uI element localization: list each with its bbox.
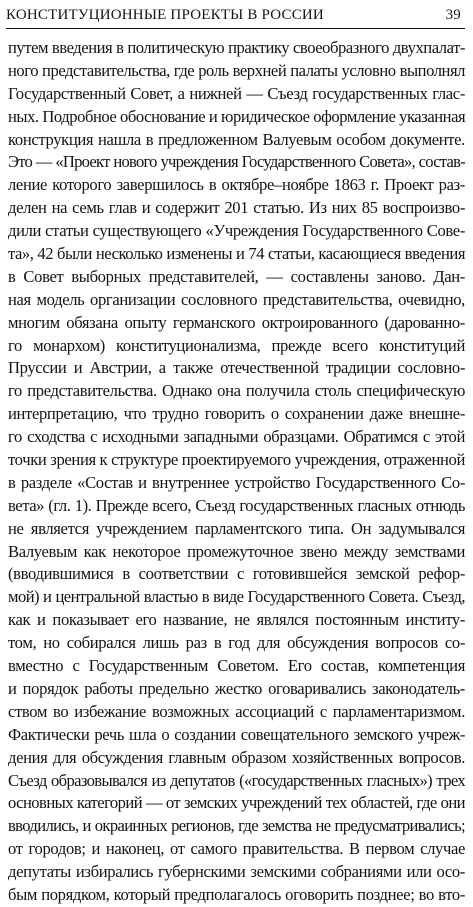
text-line: го сходства с исходными западными образцами. Обратимся с этой xyxy=(8,427,465,447)
text-line: от городов; и наконец, от самого правительства. В первом случае xyxy=(8,839,465,859)
text-line: Это — «Проект нового учреждения Государственного Совета», состав- xyxy=(8,152,465,172)
text-line: ная модель организации сословного представительства, очевидно, xyxy=(8,289,465,309)
text-line: ного представительства, где роль верхней палаты условно выполнял xyxy=(8,60,465,80)
text-line: Фактически речь шла о создании совещательного земского учреж- xyxy=(8,724,465,744)
text-line: депутаты избирались губернскими земскими собраниями или осо- xyxy=(8,862,465,882)
text-line: том, но собирался лишь раз в год для обсуждения вопросов со- xyxy=(8,633,465,653)
text-line: вводились, и окраинных регионов, где земства не предусматривались; xyxy=(8,816,465,836)
text-line: не является учреждением парламентского типа. Он задумывался xyxy=(8,518,465,538)
text-line: Съезд образовывался из депутатов («государственных гласных») трех xyxy=(8,770,465,790)
text-line: конструкция нашла в предложенном Валуевым особом документе. xyxy=(8,129,465,149)
text-line: та», 42 были несколько изменены и 74 статьи, касающиеся введения xyxy=(8,244,465,264)
text-line: путем введения в политическую практику своеобразного двухпалат- xyxy=(8,38,465,57)
text-line: мой) и центральной властью в виде Государственного Совета. Съезд, xyxy=(8,587,465,607)
text-line: вета» (гл. 1). Прежде всего, Съезд государственных гласных отнюдь xyxy=(8,495,465,515)
text-line: дили статьи существующего «Учреждения Государственного Сове- xyxy=(8,221,465,241)
text-line: делен на семь глав и содержит 201 статью. Из них 85 воспроизво- xyxy=(8,198,465,218)
text-line: Пруссии и Австрии, а также отечественной традиции сословно- xyxy=(8,358,465,378)
page-number: 39 xyxy=(445,7,461,23)
text-line: ством во избежание возможных ассоциаций с парламентаризмом. xyxy=(8,701,465,721)
running-head xyxy=(6,4,465,30)
text-line: дения для обсуждения главным образом хозяйственных вопросов. xyxy=(8,747,465,767)
running-title: КОНСТИТУЦИОННЫЕ ПРОЕКТЫ В РОССИИ xyxy=(6,7,324,23)
text-line: вместно с Государственным Советом. Его состав, компетенция xyxy=(8,656,465,676)
body-text xyxy=(8,37,465,907)
text-line: ных. Подробное обоснование и юридическое оформление указанная xyxy=(8,106,466,126)
text-line: как и показывает его название, не являлся постоянным институ- xyxy=(8,610,465,630)
text-line: Государственный Совет, а нижней — Съезд государственных глас- xyxy=(8,83,465,103)
text-line: многим обязана опыту германского октроированного (дарованно- xyxy=(8,312,465,332)
text-line: в Совет выборных представителей, — составлены заново. Дан- xyxy=(8,266,465,286)
text-line: го монархом) конституционализма, прежде всего конституций xyxy=(8,335,465,355)
text-line: точки зрения к структуре проектируемого учреждения, отраженной xyxy=(8,450,465,470)
text-line: Валуевым как некоторое промежуточное звено между земствами xyxy=(8,541,465,561)
text-line: и порядок работы предельно жестко оговаривались законодатель- xyxy=(8,678,465,698)
header-rule xyxy=(6,28,465,29)
text-line: ление которого завершилось в октябре–ноябре 1863 г. Проект раз- xyxy=(8,175,465,195)
text-line: основных категорий — от земских учреждений тех областей, где они xyxy=(8,793,465,813)
text-line: в разделе «Состав и внутреннее устройство Государственного Со- xyxy=(8,472,465,492)
text-line: интерпретацию, что трудно говорить о сохранении даже внешне- xyxy=(8,404,465,424)
text-line: го представительства. Однако она получила столь специфическую xyxy=(8,381,465,401)
text-line: (вводившимися в соответствии с готовившейся земской рефор- xyxy=(8,564,465,584)
text-line: бым порядком, который предполагалось оговорить позднее; во вто- xyxy=(8,884,465,904)
